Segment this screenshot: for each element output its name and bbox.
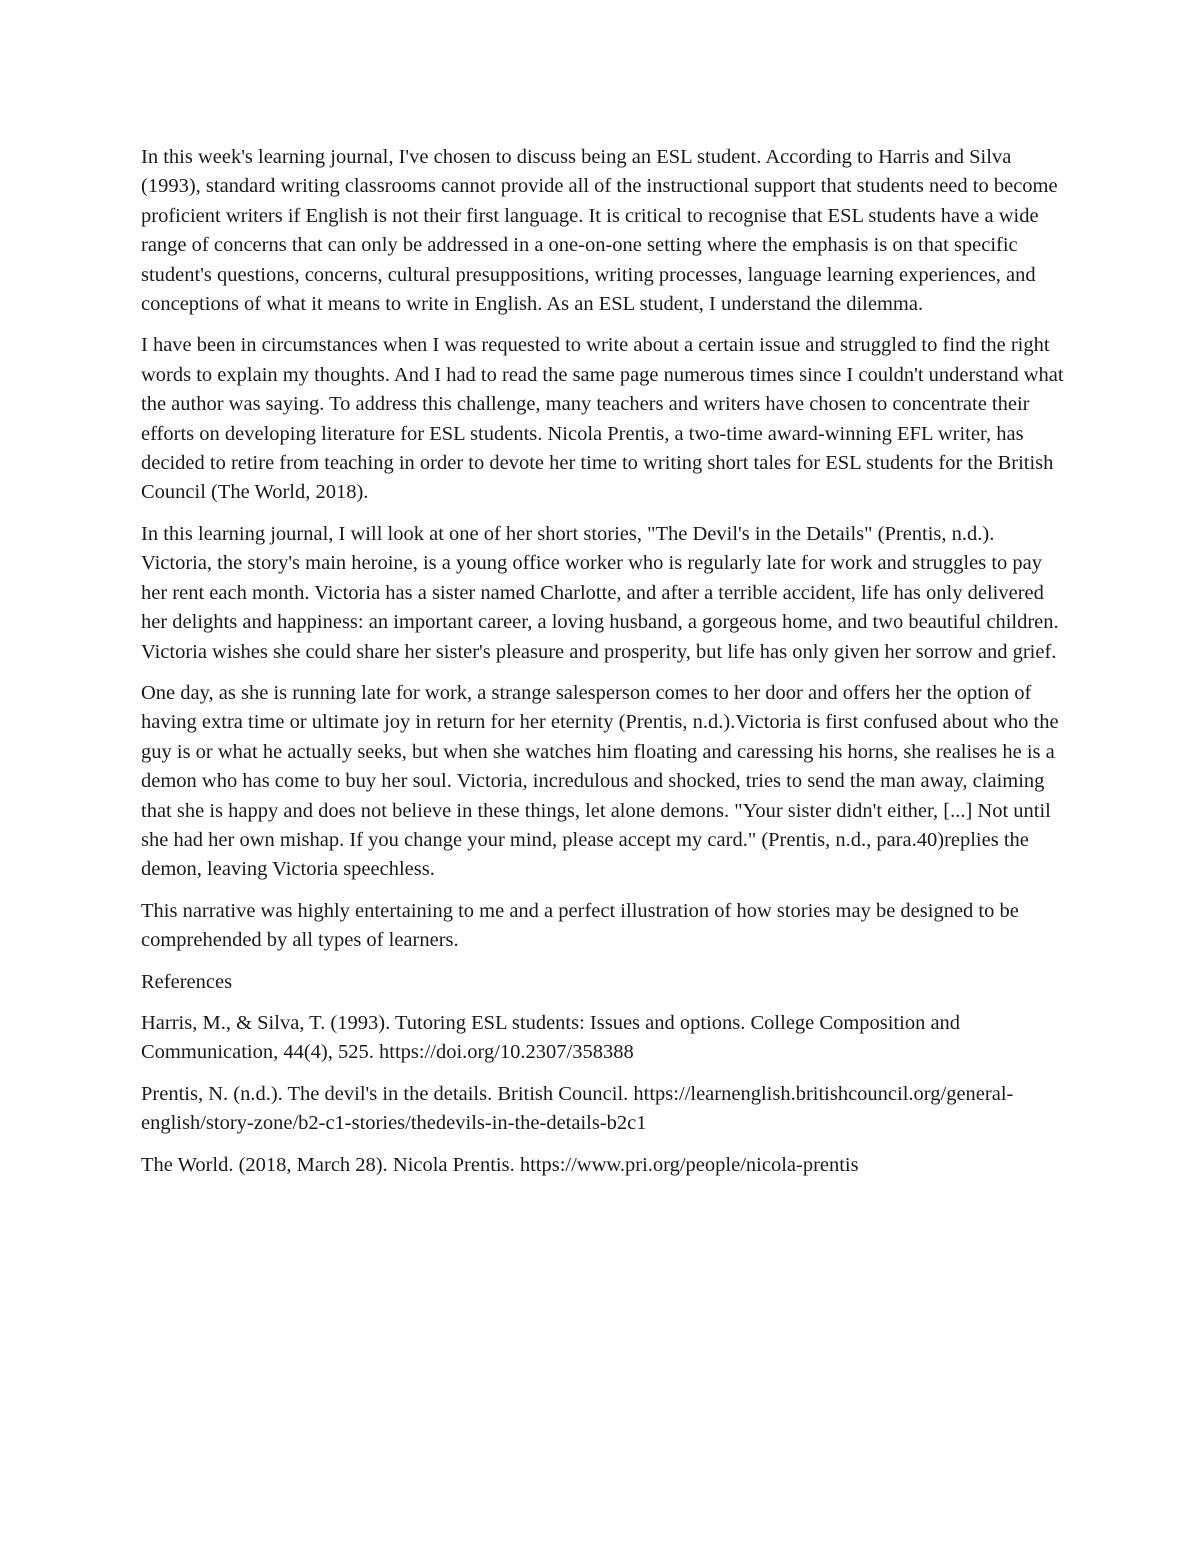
paragraph-demon-encounter: One day, as she is running late for work, a strange salesperson comes to her door and offers her the option of having extra time or ultimate joy in return for her eternity (Prentis, n.d.).Victoria is first confused about who the guy is or what he actually seeks, but when she watches him floating and caressing his horns, she realises he is a demon who has come to buy her soul. Victoria, incredulous and shocked, tries to send the man away, claiming that she is happy and does not believe in these things, let alone demons. "Your sister didn't either, [...] Not until she had her own mishap. If you change your mind, please accept my card." (Prentis, n.d., para.40)replies the demon, leaving Victoria speechless.: [141, 681, 1059, 881]
reference-item-prentis: Prentis, N. (n.d.). The devil's in the details. British Council. https://learnenglish.britishcouncil.org/general-english/story-zone/b2-c1-stories/thedevils-in-the-details-b2c1: [141, 1082, 1014, 1135]
paragraph-conclusion: This narrative was highly entertaining to me and a perfect illustration of how stories may be designed to be comprehended by all types of learners.: [141, 899, 1019, 952]
paragraph-story-summary: In this learning journal, I will look at one of her short stories, "The Devil's in the Details" (Prentis, n.d.). Victoria, the story's main heroine, is a young office worker who is regularly late for work and struggles to pay her rent each month. Victoria has a sister named Charlotte, and after a terrible accident, life has only delivered her delights and happiness: an important career, a loving husband, a gorgeous home, and two beautiful children. Victoria wishes she could share her sister's pleasure and prosperity, but life has only given her sorrow and grief.: [141, 522, 1059, 663]
reference-item-the-world: The World. (2018, March 28). Nicola Prentis. https://www.pri.org/people/nicola-prentis: [141, 1153, 859, 1176]
document-body: [141, 143, 1066, 1192]
paragraph-circumstances: I have been in circumstances when I was requested to write about a certain issue and struggled to find the right words to explain my thoughts. And I had to read the same page numerous times since I couldn't understand what the author was saying. To address this challenge, many teachers and writers have chosen to concentrate their efforts on developing literature for ESL students. Nicola Prentis, a two-time award-winning EFL writer, has decided to retire from teaching in order to devote her time to writing short tales for ESL students for the British Council (The World, 2018).: [141, 334, 1064, 504]
references-heading: References: [141, 970, 233, 993]
paragraph-intro: In this week's learning journal, I've chosen to discuss being an ESL student. According to Harris and Silva (1993), standard writing classrooms cannot provide all of the instructional support that students need to become proficient writers if English is not their first language. It is critical to recognise that ESL students have a wide range of concerns that can only be addressed in a one-on-one setting where the emphasis is on that specific student's questions, concerns, cultural presuppositions, writing processes, language learning experiences, and conceptions of what it means to write in English. As an ESL student, I understand the dilemma.: [141, 146, 1058, 316]
reference-item-harris: Harris, M., & Silva, T. (1993). Tutoring ESL students: Issues and options. College Composition and Communication, 44(4), 525. https://doi.org/10.2307/358388: [141, 1011, 961, 1064]
